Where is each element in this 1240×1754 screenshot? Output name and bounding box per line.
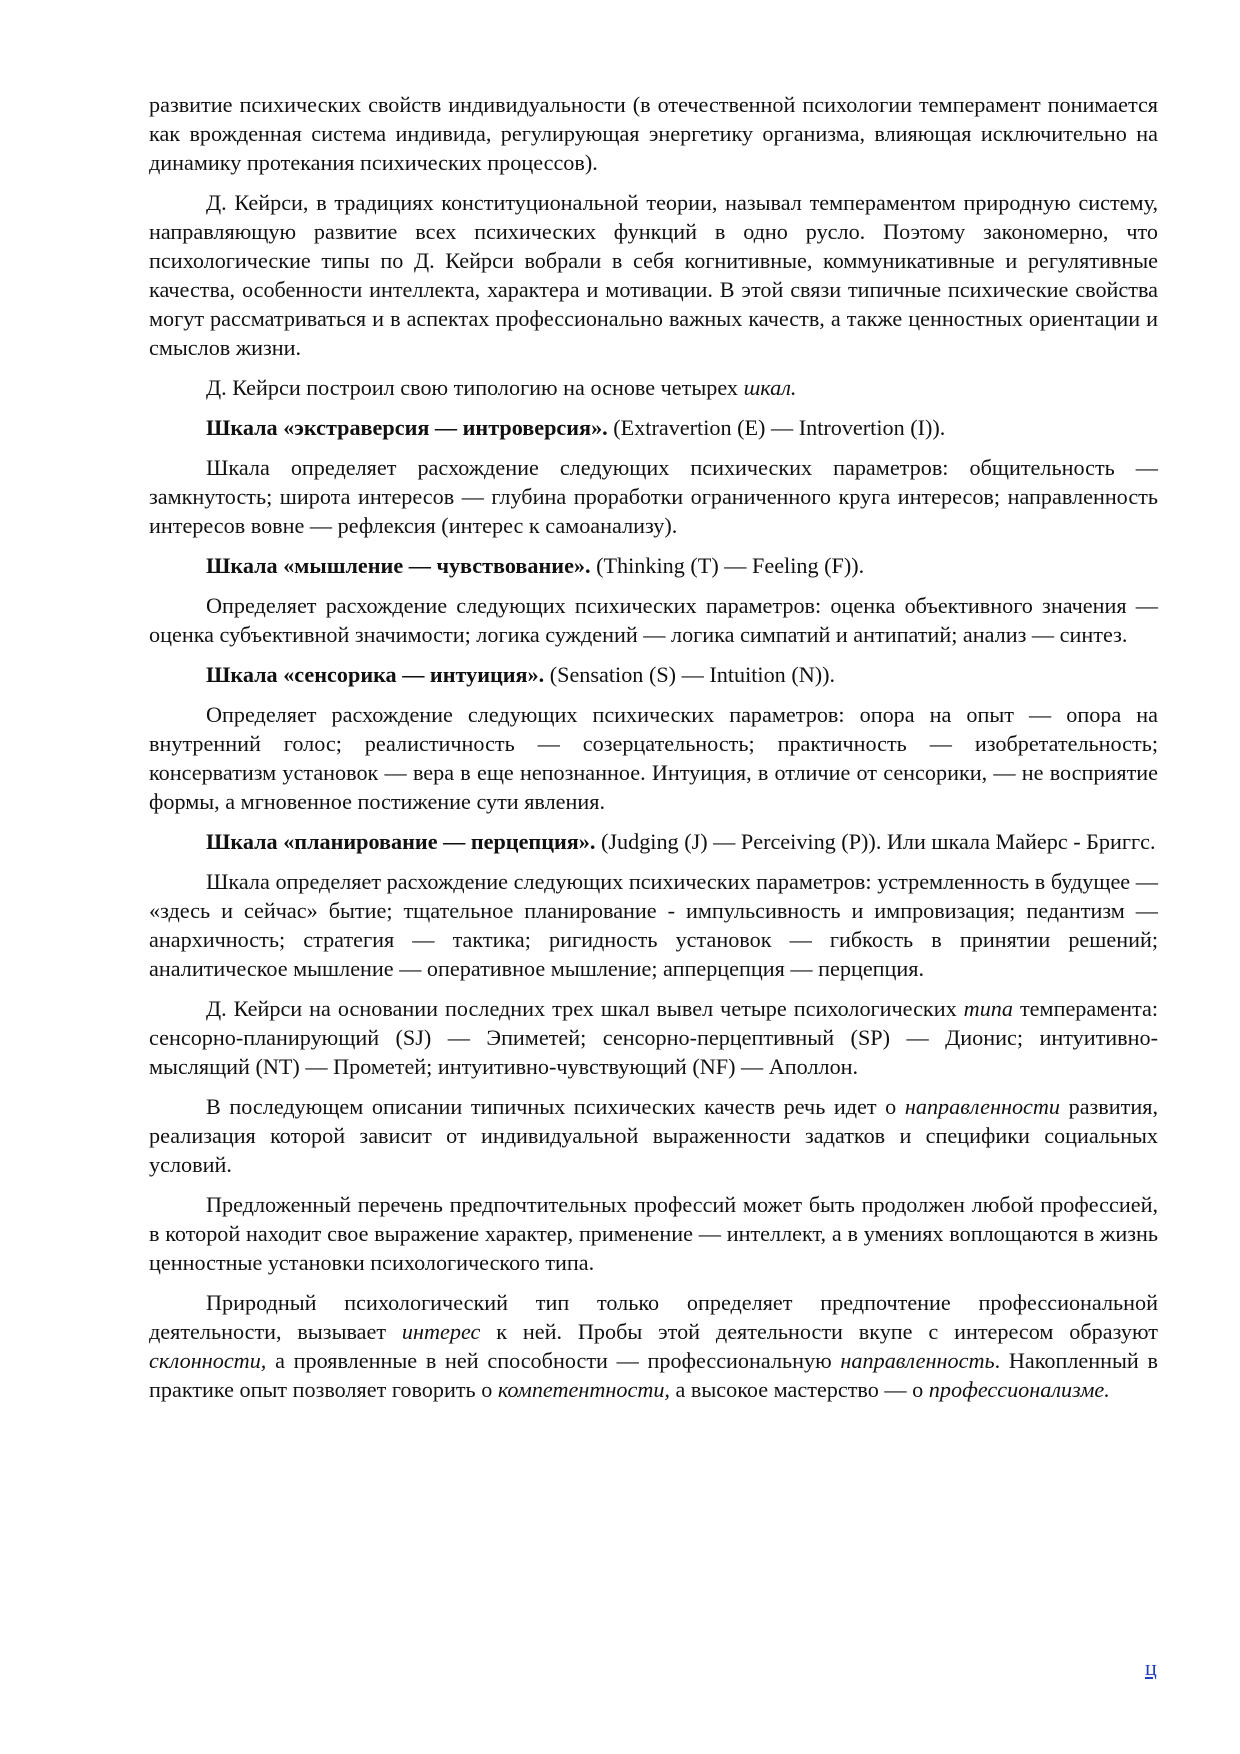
text: к ней. Пробы этой деятельности вкупе с интересом образуют (480, 1319, 1158, 1344)
italic-text: шкал. (743, 375, 797, 400)
paragraph (149, 1288, 1158, 1404)
text: В последующем описании типичных психических качеств речь идет о (206, 1094, 905, 1119)
bold-text: Шкала «сенсорика — интуиция». (206, 662, 545, 687)
italic-text: профессионализме. (928, 1377, 1110, 1402)
scale-heading (149, 551, 1158, 580)
paragraph (149, 1092, 1158, 1179)
paragraph: Определяет расхождение следующих психических параметров: оценка объективного значения — оценка субъективной значимости; логика суждений — логика симпатий и антипатий; анализ — синтез. (149, 593, 1158, 647)
page-number-link[interactable]: ц (1145, 1655, 1157, 1680)
document-body (149, 90, 1158, 1415)
paragraph: Д. Кейрси, в традициях конституциональной теории, называл темпераментом природную систему, направляющую развитие всех психических функций в одно русло. Поэтому закономерно, что психологические типы по Д. Кейрси вобрали в себя когнитивные, коммуникативные и регулятивные качества, особенности интеллекта, характера и мотивации. В этой связи типичные психические свойства могут рассматриваться и в аспектах профессионально важных качеств, а также ценностных ориентации и смыслов жизни. (149, 190, 1158, 360)
paragraph (149, 994, 1158, 1081)
text: (Sensation (S) — Intuition (N)). (544, 662, 836, 687)
paragraph (149, 373, 1158, 402)
scale-heading (149, 660, 1158, 689)
text: а высокое мастерство — о (669, 1377, 929, 1402)
bold-text: Шкала «мышление — чувствование». (206, 553, 591, 578)
bold-text: Шкала «экстраверсия — интроверсия». (206, 415, 608, 440)
italic-text: направленности (904, 1094, 1061, 1119)
text: а проявленные в ней способности — профессиональную (266, 1348, 841, 1373)
text: Природный психологический тип только определяет предпочтение профессиональной деятельности, вызывает (149, 1290, 1158, 1344)
paragraph: Шкала определяет расхождение следующих психических параметров: общительность — замкнутость; широта интересов — глубина проработки ограниченного круга интересов; направленность интересов вовне — рефлексия (интерес к самоанализу). (149, 455, 1158, 538)
scale-heading (149, 413, 1158, 442)
paragraph: развитие психических свойств индивидуальности (в отечественной психологии темперамент понимается как врожденная система индивида, регулирующая энергетику организма, влияющая исключительно на динамику протекания психических процессов). (149, 92, 1158, 175)
italic-text: направленность (840, 1348, 995, 1373)
text: (Judging (J) — Perceiving (P)). Или шкала Майерс - Бриггс. (595, 829, 1156, 854)
paragraph: Определяет расхождение следующих психических параметров: опора на опыт — опора на внутренний голос; реалистичность — созерцательность; практичность — изобретательность; консерватизм установок — вера в еще непознанное. Интуиция, в отличие от сенсорики, — не восприятие формы, а мгновенное постижение сути явления. (149, 702, 1158, 814)
text: темперамента: сенсорно-планирующий (SJ) — Эпиметей; сенсорно-перцептивный (SP) — Дионис; интуитивно-мыслящий (NT) — Прометей; интуитивно-чувствующий (NF) — Аполлон. (149, 996, 1158, 1079)
text: развития, реализация которой зависит от индивидуальной выраженности задатков и специфики социальных условий. (149, 1094, 1158, 1177)
paragraph: Предложенный перечень предпочтительных профессий может быть продолжен любой профессией, в которой находит свое выражение характер, применение — интеллект, а в умениях воплощаются в жизнь ценностные установки психологического типа. (149, 1192, 1158, 1275)
scale-heading (149, 827, 1158, 856)
italic-text: интерес (401, 1319, 481, 1344)
text: (Thinking (T) — Feeling (F)). (590, 553, 865, 578)
text: Д. Кейрси на основании последних трех шкал вывел четыре психологических (206, 996, 964, 1021)
paragraph: Шкала определяет расхождение следующих психических параметров: устремленность в будущее — «здесь и сейчас» бытие; тщательное планирование - импульсивность и импровизация; педантизм — анархичность; стратегия — тактика; ригидность установок — гибкость в принятии решений; аналитическое мышление — оперативное мышление; апперцепция — перцепция. (149, 869, 1158, 981)
text: (Extravertion (E) — Introvertion (I)). (607, 415, 946, 440)
text: . Накопленный в практике опыт позволяет говорить о (149, 1348, 1158, 1402)
italic-text: компетентности, (497, 1377, 670, 1402)
italic-text: склонности, (149, 1348, 267, 1373)
text: Д. Кейрси построил свою типологию на основе четырех (206, 375, 744, 400)
bold-text: Шкала «планирование — перцепция». (206, 829, 596, 854)
italic-text: типа (963, 996, 1013, 1021)
